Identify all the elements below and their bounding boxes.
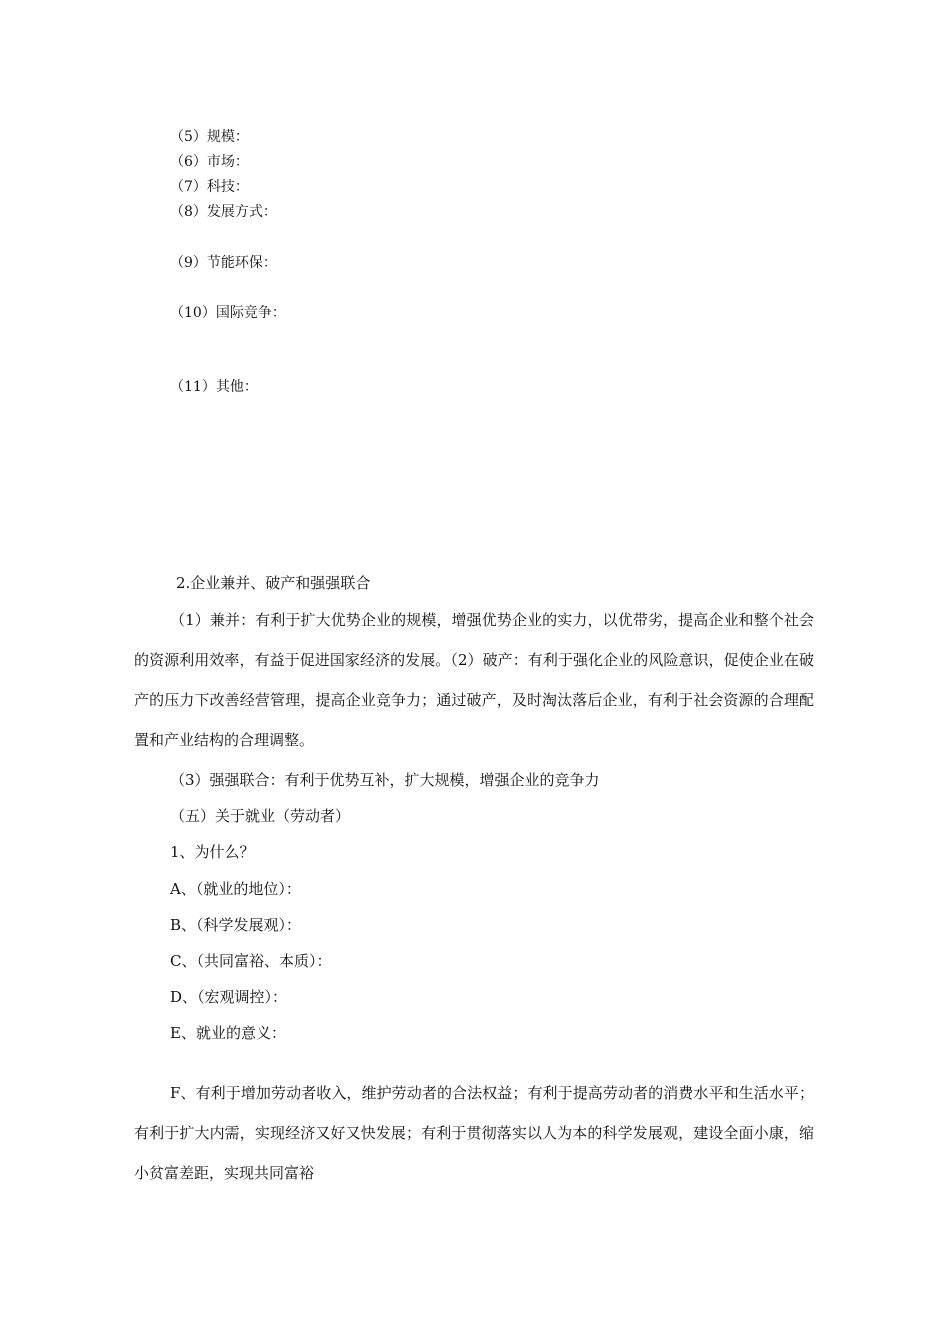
outline-item-international-competition: （10）国际竞争： [170, 305, 286, 321]
outline-item-development-mode: （8）发展方式： [170, 204, 277, 220]
outline-item-scale: （5）规模： [170, 129, 249, 145]
outline-item-market: （6）市场： [170, 154, 249, 170]
merger-bankruptcy-paragraph: （1）兼并：有利于扩大优势企业的规模，增强优势企业的实力，以优带劣，提高企业和整个社会的资源利用效率，有益于促进国家经济的发展。（2）破产：有利于强化企业的风险意识，促使企业在破产的压力下改善经营管理，提高企业竞争力；通过破产，及时淘汰落后企业，有利于社会资源的合理配置和产业结构的合理调整。 [134, 611, 814, 749]
employment-item-d: D、（宏观调控）： [170, 988, 288, 1006]
strong-alliance-paragraph: （3）强强联合：有利于优势互补，扩大规模，增强企业的竞争力 [170, 771, 600, 789]
outline-item-energy-saving: （9）节能环保： [170, 255, 277, 271]
employment-item-c: C、（共同富裕、本质）： [170, 952, 332, 970]
outline-item-other: （11）其他： [170, 379, 258, 395]
employment-f-paragraph: F、有利于增加劳动者收入，维护劳动者的合法权益；有利于提高劳动者的消费水平和生活水平；有利于扩大内需，实现经济又好又快发展；有利于贯彻落实以人为本的科学发展观，建设全面小康，缩小贫富差距，实现共同富裕 [134, 1084, 814, 1182]
employment-item-e: E、就业的意义： [170, 1024, 286, 1042]
employment-item-b: B、（科学发展观）： [170, 916, 302, 934]
employment-item-a: A、（就业的地位）： [170, 880, 301, 898]
why-question: 1、为什么？ [170, 843, 255, 861]
section-heading-merger: 2.企业兼并、破产和强强联合 [176, 574, 371, 592]
section-heading-employment: （五）关于就业（劳动者） [170, 807, 351, 825]
outline-item-technology: （7）科技： [170, 179, 249, 195]
